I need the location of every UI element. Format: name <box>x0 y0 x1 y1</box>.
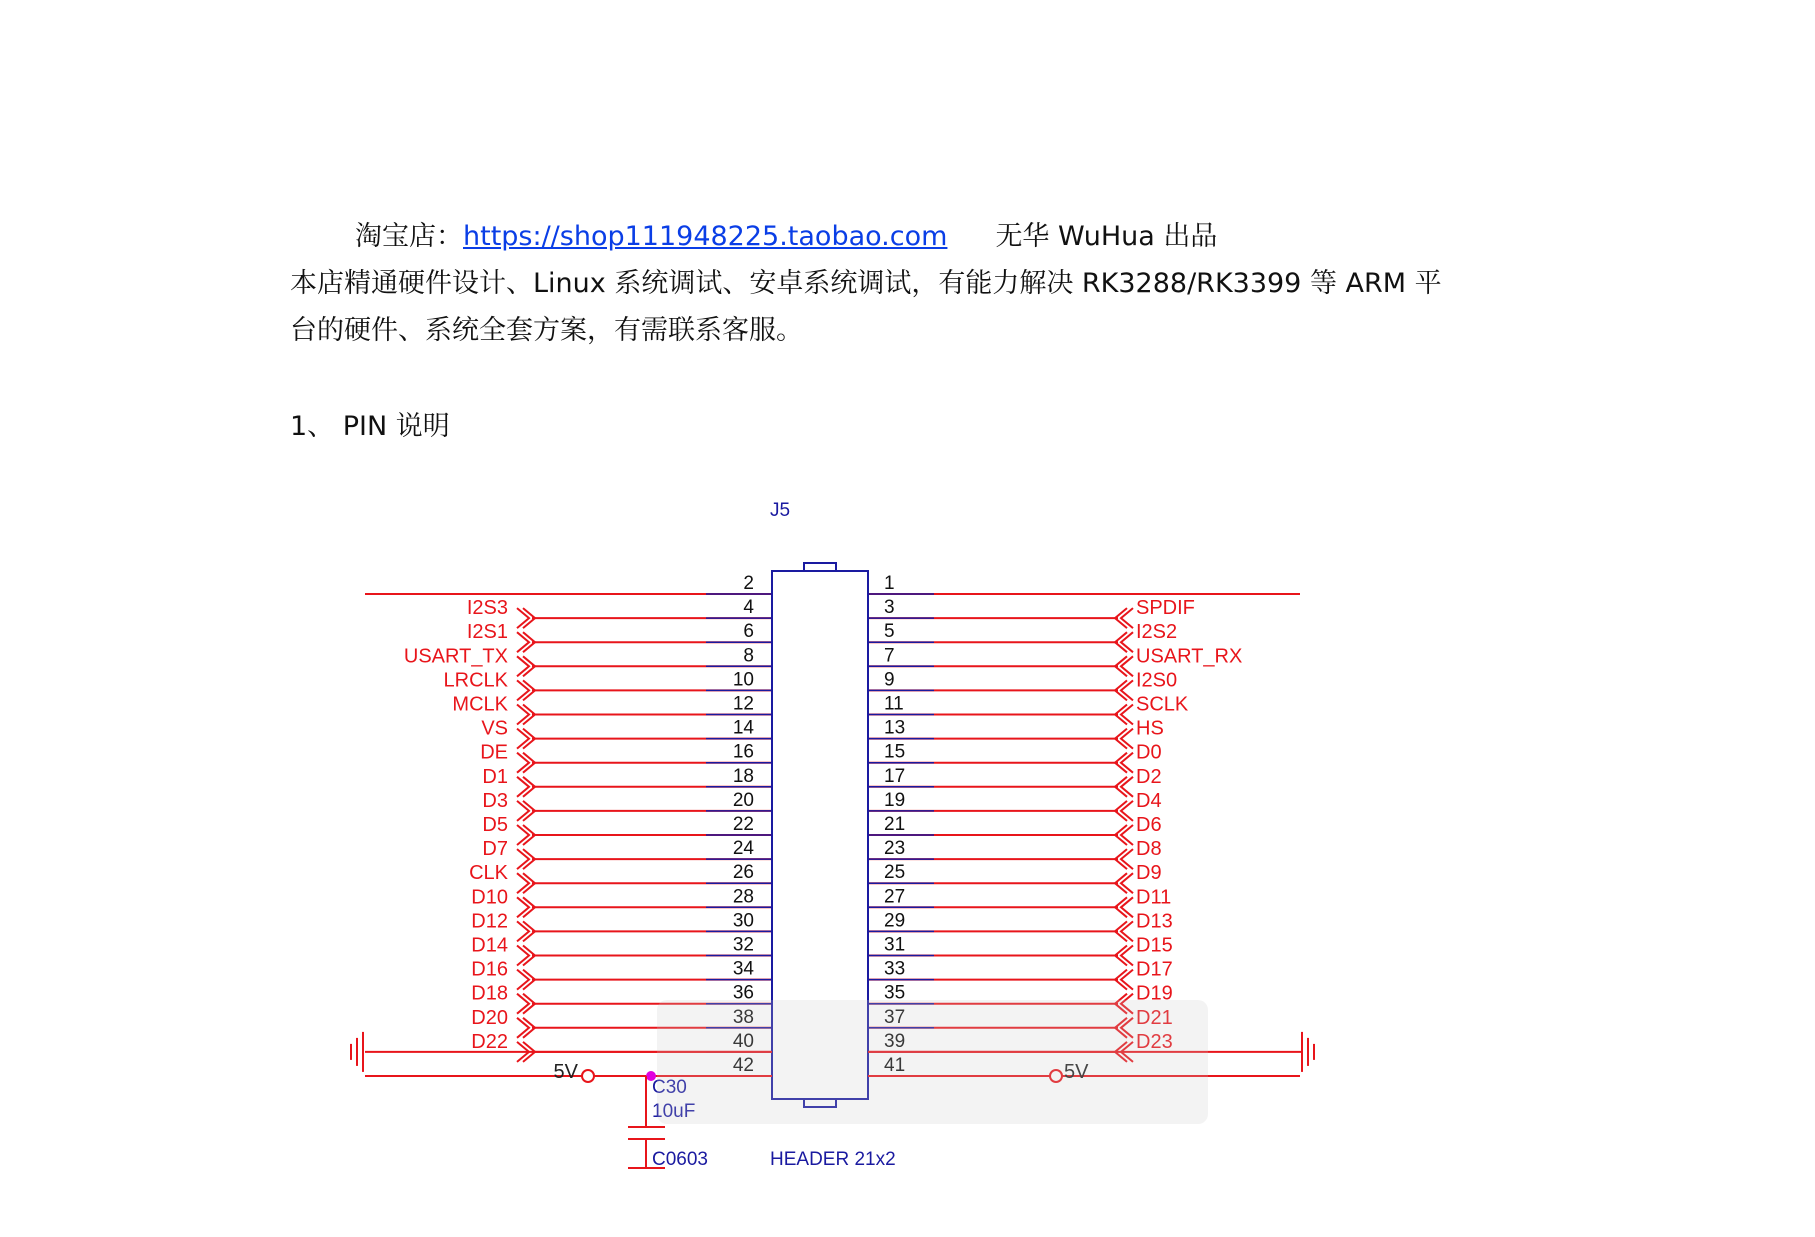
right-net-label: D0 <box>1136 741 1162 764</box>
left-pin-number: 22 <box>732 814 754 835</box>
left-net-label: D20 <box>471 1006 508 1029</box>
right-net-label: D15 <box>1136 934 1173 957</box>
left-net-label: LRCLK <box>443 669 508 692</box>
right-pin-number: 13 <box>884 717 906 739</box>
right-pin-number: 3 <box>884 597 895 619</box>
right-pin-number: 9 <box>884 669 895 691</box>
right-net-label: D17 <box>1136 958 1173 981</box>
left-net-label: D10 <box>471 886 508 909</box>
left-net-label: CLK <box>469 862 508 885</box>
left-net-label: DE <box>480 741 508 764</box>
shop-label: 淘宝店： <box>355 221 463 252</box>
left-pin-number: 30 <box>732 910 754 932</box>
right-net-label: I2S0 <box>1136 669 1178 692</box>
connector-key-top <box>804 563 836 571</box>
left-net-label: D3 <box>482 789 508 812</box>
left-net-label: D18 <box>471 982 508 1005</box>
right-pin-number: 19 <box>884 789 906 811</box>
vcc-label-right: 5V <box>1064 1061 1089 1083</box>
vcc-label-left: 5V <box>553 1061 578 1083</box>
right-net-label: I2S2 <box>1136 621 1178 644</box>
left-net-label: I2S1 <box>466 621 508 644</box>
right-pin-number: 21 <box>884 814 906 835</box>
left-pin-number: 32 <box>732 934 754 956</box>
right-pin-number: 37 <box>884 1006 906 1028</box>
right-pin-number: 23 <box>884 838 906 860</box>
intro-line-2: 台的硬件、系统全套方案，有需联系客服。 <box>290 315 803 346</box>
right-net-label: SCLK <box>1136 693 1189 716</box>
section-title: 1、 PIN 说明 <box>290 411 450 442</box>
cap-ref-label: C30 <box>652 1077 687 1098</box>
left-net-label: VS <box>481 717 508 740</box>
right-net-label: D21 <box>1136 1006 1173 1029</box>
left-pin-number: 18 <box>732 765 754 787</box>
left-pin-number: 10 <box>732 669 754 691</box>
left-net-label: USART_TX <box>403 645 508 668</box>
left-pin-number: 6 <box>743 621 754 643</box>
left-pin-number: 38 <box>732 1006 754 1028</box>
left-pin-number: 20 <box>732 789 754 811</box>
right-pin-number: 39 <box>884 1030 906 1052</box>
right-net-label: SPDIF <box>1136 597 1195 620</box>
left-net-label: MCLK <box>452 693 508 716</box>
right-net-label: D6 <box>1136 814 1162 836</box>
designator-label: J5 <box>770 500 791 521</box>
right-net-label: HS <box>1136 717 1164 740</box>
left-net-label: I2S3 <box>466 597 508 620</box>
right-net-label: D2 <box>1136 765 1162 788</box>
right-pin-number: 17 <box>884 765 906 787</box>
part-label: HEADER 21x2 <box>770 1149 896 1170</box>
right-net-label: D4 <box>1136 789 1162 812</box>
right-pin-number: 11 <box>884 693 904 715</box>
right-pin-number: 1 <box>884 573 895 594</box>
zoom-toolbar-overlay <box>657 1000 1208 1124</box>
right-net-label: D19 <box>1136 982 1173 1005</box>
left-pin-number: 12 <box>732 693 754 715</box>
left-pin-number: 8 <box>743 645 754 667</box>
right-pin-number: 5 <box>884 621 895 643</box>
right-pin-number: 25 <box>884 862 906 884</box>
right-pin-number: 29 <box>884 910 906 932</box>
left-pin-number: 36 <box>732 982 754 1004</box>
right-pin-number: 15 <box>884 741 906 763</box>
intro-line-1: 本店精通硬件设计、Linux 系统调试、安卓系统调试，有能力解决 RK3288/RK3399 等 ARM 平 <box>290 268 1442 299</box>
shop-link[interactable]: https://shop111948225.taobao.com <box>463 221 948 252</box>
vcc-port-left <box>582 1070 594 1082</box>
left-pin-number: 40 <box>732 1030 754 1052</box>
cap-package-label: C0603 <box>652 1149 708 1170</box>
right-net-label: D8 <box>1136 838 1162 861</box>
left-pin-number: 42 <box>732 1055 754 1076</box>
left-net-label: D14 <box>471 934 508 957</box>
left-pin-number: 4 <box>743 597 754 619</box>
right-net-label: D13 <box>1136 910 1173 933</box>
left-pin-number: 16 <box>732 741 754 763</box>
left-net-label: D1 <box>482 765 508 788</box>
right-pin-number: 27 <box>884 886 906 908</box>
right-net-label: D23 <box>1136 1030 1173 1053</box>
left-net-label: D22 <box>471 1030 508 1053</box>
right-pin-number: 41 <box>884 1055 906 1076</box>
right-pin-number: 31 <box>884 934 906 956</box>
right-pin-number: 7 <box>884 645 895 667</box>
left-net-label: D12 <box>471 910 508 933</box>
brand-text: 无华 WuHua 出品 <box>995 221 1218 252</box>
left-pin-number: 28 <box>732 886 754 908</box>
left-net-label: D7 <box>482 838 508 861</box>
right-net-label: D9 <box>1136 862 1162 885</box>
left-pin-number: 26 <box>732 862 754 884</box>
left-pin-number: 34 <box>732 958 754 980</box>
left-net-label: D5 <box>482 814 508 836</box>
right-net-label: USART_RX <box>1136 645 1243 668</box>
left-pin-number: 24 <box>732 838 754 860</box>
left-pin-number: 14 <box>732 717 754 739</box>
left-pin-number: 2 <box>743 573 754 594</box>
right-pin-number: 33 <box>884 958 906 980</box>
cap-value-label: 10uF <box>652 1101 696 1122</box>
right-pin-number: 35 <box>884 982 906 1004</box>
right-net-label: D11 <box>1136 886 1172 909</box>
left-net-label: D16 <box>471 958 508 981</box>
